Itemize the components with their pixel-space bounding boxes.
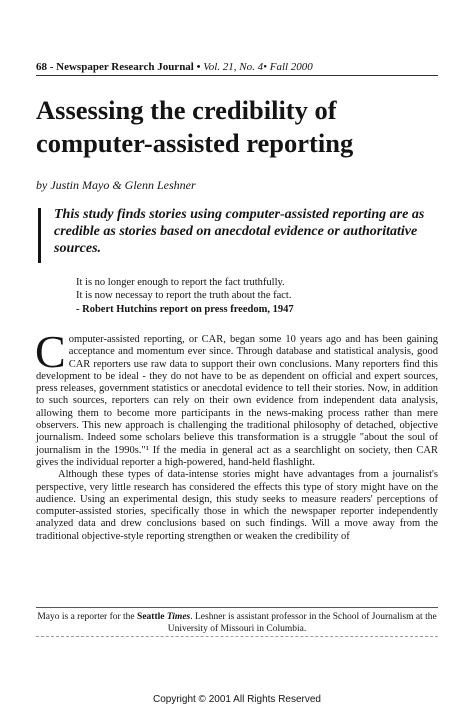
epigraph-attribution: - Robert Hutchins report on press freedom, 1947 (76, 303, 294, 315)
epigraph-line-1: It is no longer enough to report the fact truthfully. (76, 277, 285, 288)
abstract-bar (38, 208, 41, 263)
article-title (36, 94, 446, 160)
footnote-rule (36, 607, 438, 608)
drop-cap: C (35, 326, 66, 377)
copyright-notice: Copyright © 2001 All Rights Reserved (152, 694, 321, 705)
footnote-text-2: . Leshner is assistant professor in the School of Journalism at the University of Missouri in Columbia. (167, 612, 437, 634)
running-head-bullet: • (196, 61, 201, 73)
footnote-text-1: Mayo is a reporter for the (37, 612, 138, 622)
footnote-paper-name: Seattle (137, 612, 165, 622)
body-paragraph-1-text: omputer-assisted reporting, or CAR, began some 10 years ago and has been gaining acceptance and momentum ever since. Through database and statistical analysis, good CAR reporters use raw data to support their own conclusions. Many reporters find this development to be ideal - they do not have to be as dependent on official and expert sources, press releases, government statistics or anecdotal evidence to tell their stories. Now, in addition to such sources, reporters can rely on their own evidence from independent data analysis, allowing them to become more participants in the news-making process rather than mere observers. This new approach is challenging the traditional philosophy of detached, objective journalism. Indeed some scholars believe this transformation is a struggle "about the soul of journalism in the 1990s."¹ If the media in general act as a searchlight on society, then CAR gives the individual reporter a high-powered, hand-held flashlight. (36, 334, 438, 468)
author-footnote (36, 611, 438, 635)
epigraph-line-2: It is now necessay to report the truth about the fact. (76, 290, 292, 302)
body-paragraph-2: Although these types of data-intense stories might have advantages from a journalist's perspective, very little research has considered the effects this type of story might have on the audience. Using an experimental design, this study seeks to measure readers' perceptions of computer-assisted stories, specifically those in which the newspaper reporter independently analyzed data and drew conclusions based on such findings. Will a move away from the traditional objective-style reporting strengthen or weaken the credibility of (36, 469, 438, 542)
bottom-rule (36, 636, 438, 637)
header-rule (36, 75, 438, 76)
article-body (35, 326, 438, 543)
journal-page-label: 68 - Newspaper Research Journal (36, 61, 194, 73)
epigraph (76, 276, 426, 316)
body-paragraph-1 (35, 326, 438, 469)
byline: by Justin Mayo & Glenn Leshner (36, 178, 196, 192)
abstract: This study finds stories using computer-assisted reporting are as credible as stories based on anecdotal evidence or authoritative sources. (54, 207, 425, 256)
running-head (36, 61, 438, 73)
footnote-paper-italic: Times (166, 612, 191, 622)
title-line-2: computer-assisted reporting (36, 128, 354, 158)
title-line-1: Assessing the credibility of (36, 95, 337, 125)
volume-issue: Vol. 21, No. 4• Fall 2000 (203, 61, 313, 73)
